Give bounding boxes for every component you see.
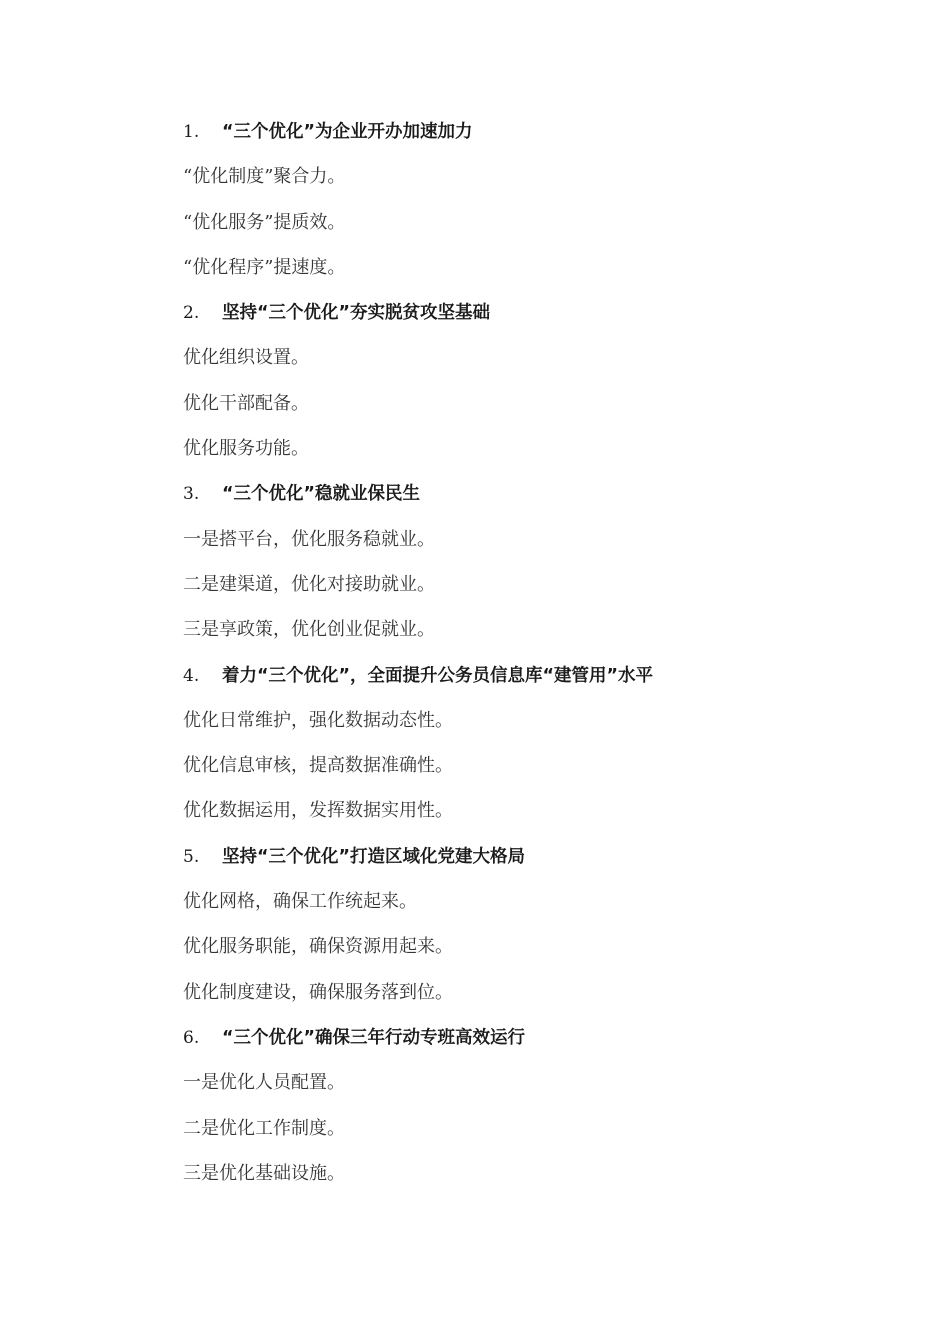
section-item: 优化干部配备。 — [183, 392, 309, 414]
section-number: 6. — [183, 1027, 200, 1048]
section-number: 2. — [183, 303, 200, 324]
section-item: 优化日常维护，强化数据动态性。 — [183, 709, 453, 731]
section-title: “三个优化”为企业开办加速加力 — [222, 122, 473, 142]
section-item: 一是搭平台，优化服务稳就业。 — [183, 528, 435, 550]
section-number: 4. — [183, 665, 200, 686]
section-heading — [183, 841, 863, 886]
section-item: 二是优化工作制度。 — [183, 1117, 345, 1139]
section-item: 优化制度建设，确保服务落到位。 — [183, 981, 453, 1003]
section-heading — [183, 1022, 863, 1067]
section-title: 坚持“三个优化”夯实脱贫攻坚基础 — [222, 303, 491, 324]
section-item: 三是享政策，优化创业促就业。 — [183, 619, 435, 641]
section-title: 坚持“三个优化”打造区域化党建大格局 — [222, 846, 526, 867]
section-title: 着力“三个优化”，全面提升公务员信息库“建管用”水平 — [222, 665, 654, 686]
section-item: “优化服务”提质效。 — [183, 211, 346, 233]
section-item: 优化服务职能，确保资源用起来。 — [183, 936, 453, 958]
section-heading — [183, 116, 863, 161]
section-heading — [183, 478, 863, 523]
section-heading — [183, 297, 863, 342]
section-item: “优化制度”聚合力。 — [183, 166, 346, 188]
section-item: “优化程序”提速度。 — [183, 256, 346, 278]
section-item: 优化信息审核，提高数据准确性。 — [183, 755, 453, 777]
section-title: “三个优化”稳就业保民生 — [222, 484, 421, 505]
section-item: 三是优化基础设施。 — [183, 1162, 345, 1184]
section-number: 5. — [183, 846, 200, 867]
section-item: 优化组织设置。 — [183, 347, 309, 369]
section-item: 优化网格，确保工作统起来。 — [183, 891, 417, 913]
section-number: 1. — [183, 122, 200, 142]
document-body — [183, 116, 863, 1203]
section-title: “三个优化”确保三年行动专班高效运行 — [222, 1027, 526, 1048]
section-item: 优化服务功能。 — [183, 438, 309, 460]
section-item: 二是建渠道，优化对接助就业。 — [183, 573, 435, 595]
section-number: 3. — [183, 484, 200, 505]
section-item: 优化数据运用，发挥数据实用性。 — [183, 800, 453, 822]
section-heading — [183, 660, 863, 705]
section-item: 一是优化人员配置。 — [183, 1072, 345, 1094]
